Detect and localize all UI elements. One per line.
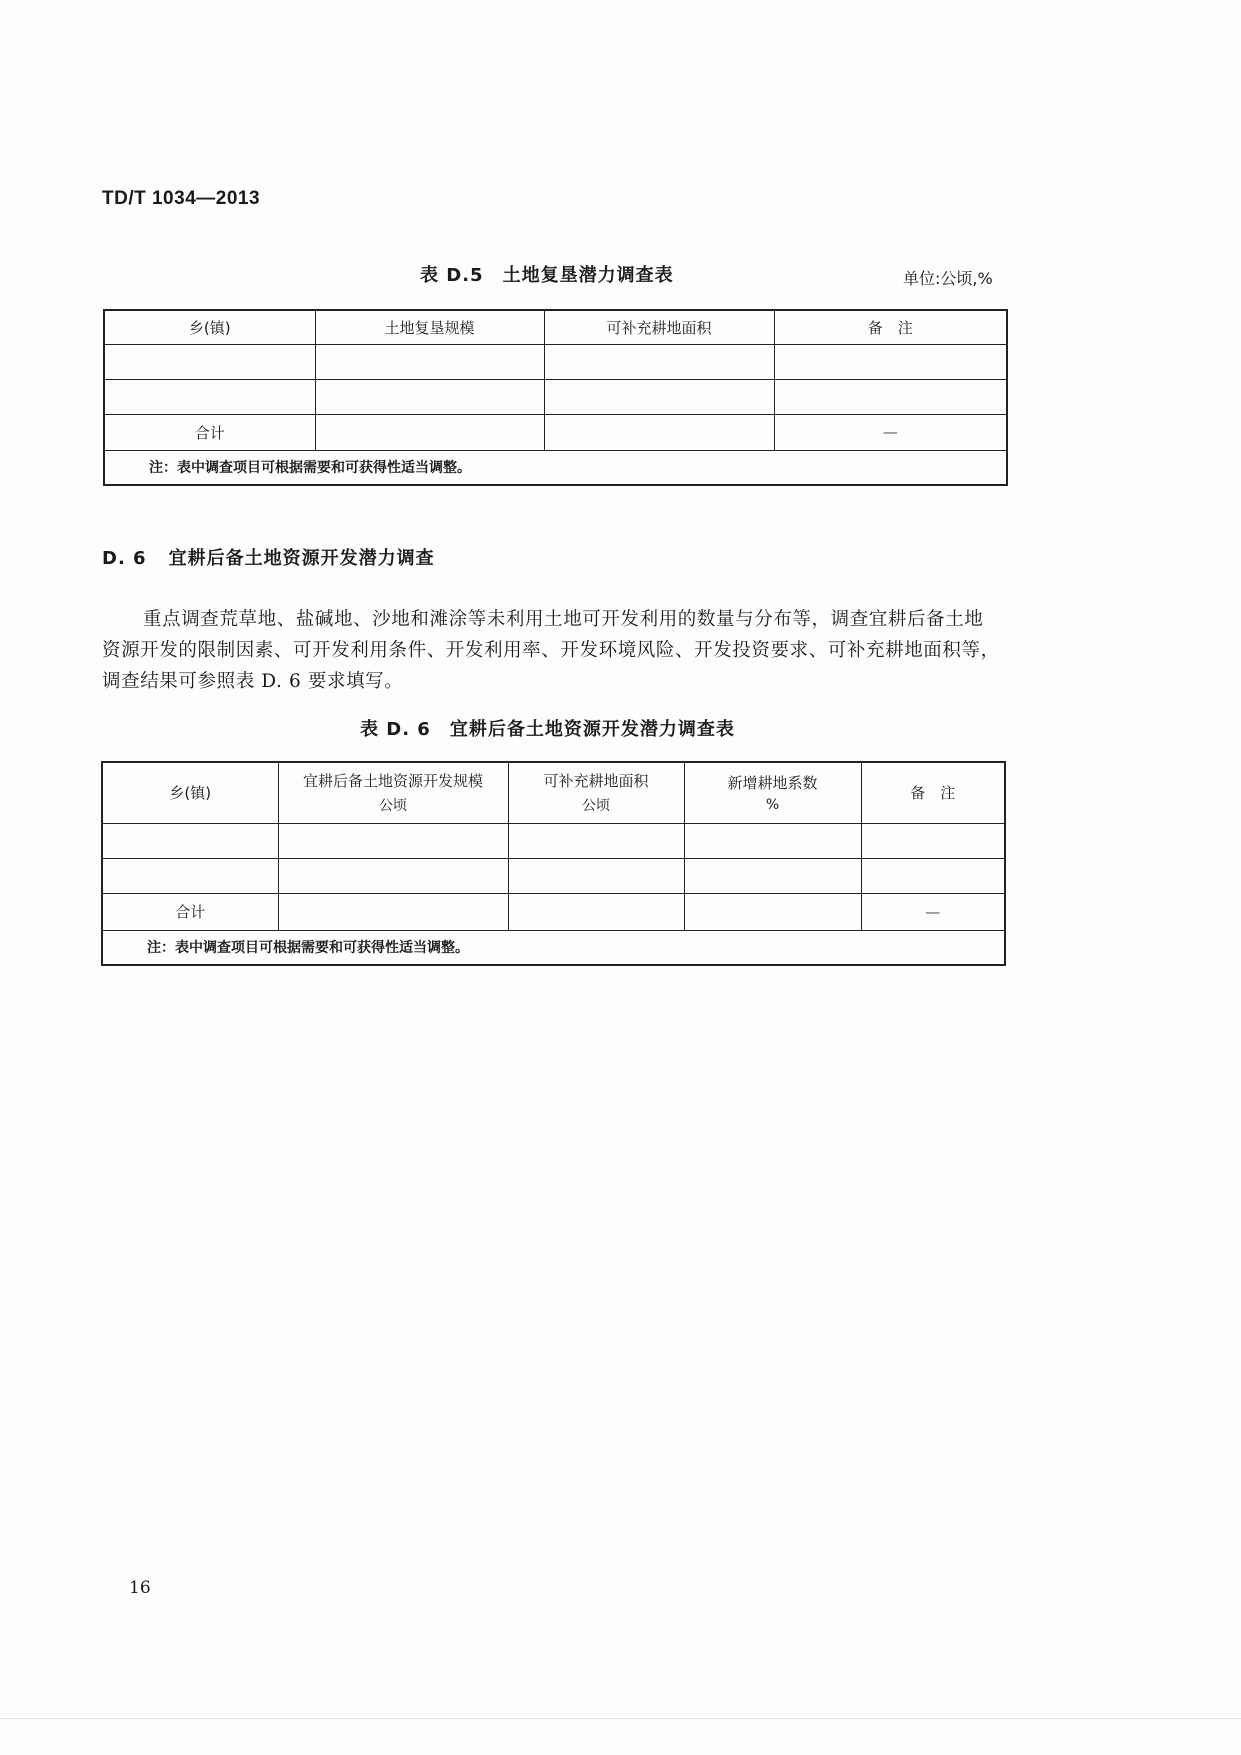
table-d5-unit: 单位:公顷,%: [903, 269, 993, 288]
header-label: 可补充耕地面积: [543, 772, 649, 791]
table-cell: [315, 414, 544, 450]
total-label: 合计: [104, 414, 315, 450]
table-cell: [278, 893, 508, 930]
table-row: [102, 858, 1005, 893]
header-label: 新增耕地系数: [727, 774, 818, 793]
table-cell: [104, 379, 315, 414]
section-d6-paragraph: 重点调查荒草地、盐碱地、沙地和滩涂等未利用土地可开发利用的数量与分布等，调查宜耕后备土地资源开发的限制因素、可开发利用条件、开发利用率、开发环境风险、开发投资要求、可补充耕地面积等，调查结果可参照表 D. 6 要求填写。: [102, 609, 1000, 692]
table-cell: [544, 414, 774, 450]
table-d5-header-row: [104, 310, 1007, 344]
table-cell: [774, 344, 1007, 379]
total-label: 合计: [102, 893, 278, 930]
table-d5-header-cell: 土地复垦规模: [315, 310, 544, 344]
table-cell: [315, 379, 544, 414]
table-cell: [684, 858, 861, 893]
header-label: 宜耕后备土地资源开发规模: [302, 772, 483, 791]
document-code: TD/T 1034—2013: [102, 188, 261, 209]
table-cell: [861, 858, 1005, 893]
table-cell: [278, 823, 508, 858]
table-d6-header-cell: [102, 762, 278, 823]
table-cell: [315, 344, 544, 379]
table-row: [102, 823, 1005, 858]
table-cell: [508, 823, 684, 858]
header-unit: 公顷: [379, 798, 407, 815]
header-label: 乡(镇): [169, 784, 212, 803]
table-cell: [278, 858, 508, 893]
header-unit: %: [765, 797, 780, 814]
table-d6-header-cell: [278, 762, 508, 823]
table-d6-header-cell: [861, 762, 1005, 823]
table-cell: [102, 858, 278, 893]
table-cell: [861, 823, 1005, 858]
table-cell: [684, 823, 861, 858]
table-note-row: [102, 930, 1005, 965]
section-d6-heading: [102, 544, 435, 570]
table-cell: [684, 893, 861, 930]
table-cell: [774, 379, 1007, 414]
header-label: 备 注: [910, 784, 956, 803]
table-d5-header-cell: 备 注: [774, 310, 1007, 344]
table-d6: [101, 761, 1006, 966]
table-row: [104, 379, 1007, 414]
section-title: 宜耕后备土地资源开发潜力调查: [168, 548, 435, 569]
section-number: D. 6: [102, 548, 147, 569]
table-d5-header-cell: 乡(镇): [104, 310, 315, 344]
table-total-row: [104, 414, 1007, 450]
table-row: [104, 344, 1007, 379]
table-d6-note: 注：表中调查项目可根据需要和可获得性适当调整。: [102, 930, 1005, 965]
page-number: 16: [129, 1578, 151, 1598]
table-d6-header-cell: [508, 762, 684, 823]
table-cell: [508, 893, 684, 930]
table-cell: [544, 344, 774, 379]
table-cell: [544, 379, 774, 414]
header-unit: 公顷: [582, 798, 610, 815]
table-d6-header-row: [102, 762, 1005, 823]
table-total-row: [102, 893, 1005, 930]
table-cell: [104, 344, 315, 379]
table-note-row: [104, 450, 1007, 485]
total-remark: —: [861, 893, 1005, 930]
total-remark: —: [774, 414, 1007, 450]
table-cell: [508, 858, 684, 893]
table-d5-header-cell: 可补充耕地面积: [544, 310, 774, 344]
page-divider: [0, 1718, 1241, 1719]
table-d6-caption: 表 D. 6 宜耕后备土地资源开发潜力调查表: [360, 719, 735, 740]
table-d5: [103, 309, 1008, 486]
table-d5-caption: 表 D.5 土地复垦潜力调查表: [420, 265, 674, 286]
table-d5-note: 注：表中调查项目可根据需要和可获得性适当调整。: [104, 450, 1007, 485]
table-d6-header-cell: [684, 762, 861, 823]
table-cell: [102, 823, 278, 858]
